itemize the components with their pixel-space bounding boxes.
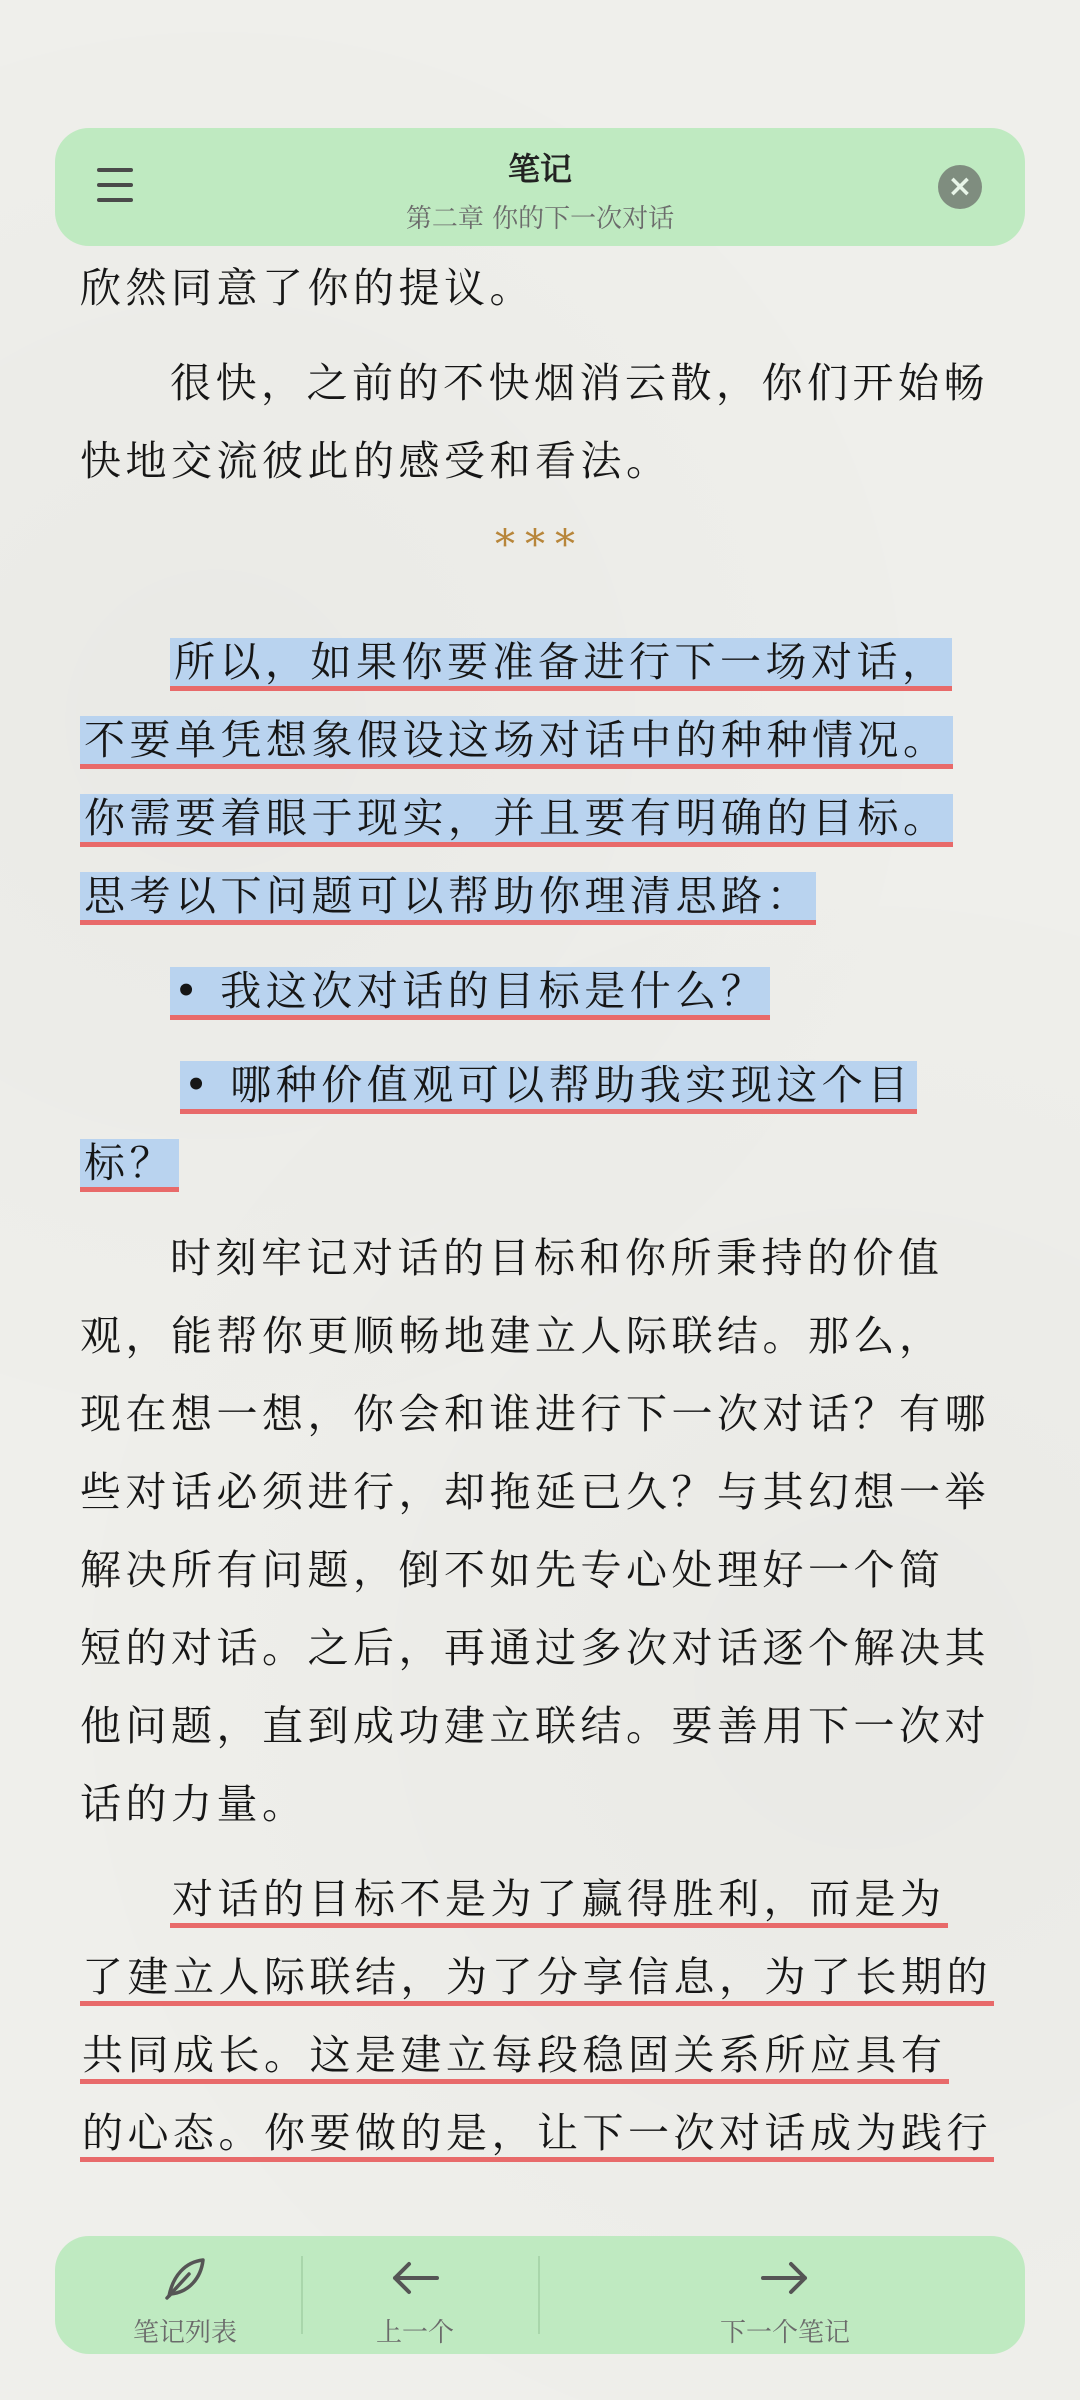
highlighted-line[interactable]: 标？ bbox=[80, 1133, 179, 1193]
notes-list-label: 笔记列表 bbox=[132, 2318, 237, 2348]
text-line: 些对话必须进行，却拖延已久？与其幻想一举 bbox=[80, 1468, 990, 1516]
highlighted-line[interactable]: 所以，如果你要准备进行下一场对话， bbox=[170, 632, 952, 692]
text-line: 观，能帮你更顺畅地建立人际联结。那么， bbox=[80, 1312, 945, 1360]
notes-bottom-nav bbox=[55, 2236, 1025, 2354]
underlined-line[interactable]: 的心态。你要做的是，让下一次对话成为践行 bbox=[80, 2103, 994, 2163]
underlined-line[interactable]: 共同成长。这是建立每段稳固关系所应具有 bbox=[80, 2025, 949, 2085]
text-line: 解决所有问题，倒不如先专心处理好一个简 bbox=[80, 1546, 945, 1594]
text-line: 时刻牢记对话的目标和你所秉持的价值 bbox=[170, 1234, 944, 1282]
divider bbox=[538, 2256, 540, 2334]
arrow-right-icon bbox=[757, 2252, 813, 2304]
text-line: 短的对话。之后，再通过多次对话逐个解决其 bbox=[80, 1624, 990, 1672]
highlighted-line[interactable]: 你需要着眼于现实，并且要有明确的目标。 bbox=[80, 788, 953, 848]
prev-note-button[interactable] bbox=[315, 2236, 515, 2354]
highlighted-bullet[interactable]: • 哪种价值观可以帮助我实现这个目 bbox=[180, 1055, 917, 1115]
highlighted-line[interactable]: 思考以下问题可以帮助你理清思路： bbox=[80, 866, 816, 926]
divider bbox=[301, 2256, 303, 2334]
section-divider-stars: *** bbox=[495, 522, 585, 568]
highlighted-bullet[interactable]: • 我这次对话的目标是什么？ bbox=[170, 961, 770, 1021]
leaf-icon bbox=[159, 2252, 211, 2304]
text-line: 话的力量。 bbox=[80, 1780, 308, 1828]
notes-list-button[interactable] bbox=[95, 2236, 275, 2354]
close-icon[interactable]: × bbox=[938, 165, 982, 209]
text-line: 他问题，直到成功建立联结。要善用下一次对 bbox=[80, 1702, 990, 1750]
text-line: 很快，之前的不快烟消云散，你们开始畅 bbox=[170, 359, 989, 407]
page-title: 笔记 bbox=[507, 150, 572, 188]
chapter-subtitle: 第二章 你的下一次对话 bbox=[405, 204, 675, 234]
notes-header-bar bbox=[55, 128, 1025, 246]
text-line: 现在想一想，你会和谁进行下一次对话？有哪 bbox=[80, 1390, 990, 1438]
underlined-line[interactable]: 了建立人际联结，为了分享信息，为了长期的 bbox=[80, 1947, 994, 2007]
arrow-left-icon bbox=[387, 2252, 443, 2304]
next-note-button[interactable] bbox=[655, 2236, 915, 2354]
text-line: 快地交流彼此的感受和看法。 bbox=[80, 437, 672, 485]
text-line: 欣然同意了你的提议。 bbox=[80, 264, 535, 312]
prev-note-label: 上一个 bbox=[375, 2318, 454, 2348]
highlighted-line[interactable]: 不要单凭想象假设这场对话中的种种情况。 bbox=[80, 710, 953, 770]
underlined-line[interactable]: 对话的目标不是为了赢得胜利，而是为 bbox=[170, 1869, 948, 1929]
next-note-label: 下一个笔记 bbox=[719, 2318, 850, 2348]
